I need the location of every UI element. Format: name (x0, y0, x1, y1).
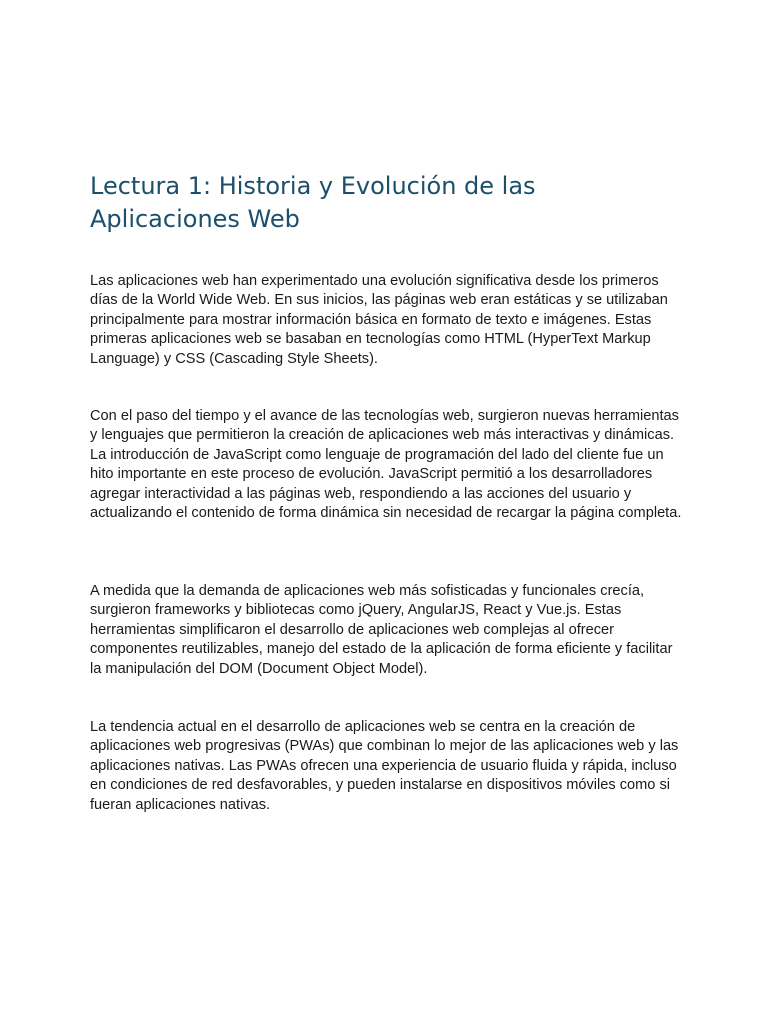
paragraph-3: A medida que la demanda de aplicaciones web más sofisticadas y funcionales crecía, surgieron frameworks y bibliotecas como jQuery, AngularJS, React y Vue.js. Estas herramientas simplificaron el desarrollo de aplicaciones web complejas al ofrecer componentes reutilizables, manejo del estado de la aplicación de forma eficiente y facilitar la manipulación del DOM (Document Object Model). (90, 583, 673, 677)
paragraph-4: La tendencia actual en el desarrollo de aplicaciones web se centra en la creación de aplicaciones web progresivas (PWAs) que combinan lo mejor de las aplicaciones web y las aplicaciones nativas. Las PWAs ofrecen una experiencia de usuario fluida y rápida, incluso en condiciones de red desfavorables, y pueden instalarse en dispositivos móviles como si fueran aplicaciones nativas. (90, 719, 679, 813)
document-title: Lectura 1: Historia y Evolución de las Aplicaciones Web (90, 172, 536, 233)
paragraph-1: Las aplicaciones web han experimentado una evolución significativa desde los primeros días de la World Wide Web. En sus inicios, las páginas web eran estáticas y se utilizaban principalmente para mostrar información básica en formato de texto e imágenes. Estas primeras aplicaciones web se basaban en tecnologías como HTML (HyperText Markup Language) y CSS (Cascading Style Sheets). (90, 273, 668, 367)
paragraph-2: Con el paso del tiempo y el avance de las tecnologías web, surgieron nuevas herramientas y lenguajes que permitieron la creación de aplicaciones web más interactivas y dinámicas. La introducción de JavaScript como lenguaje de programación del lado del cliente fue un hito importante en este proceso de evolución. JavaScript permitió a los desarrolladores agregar interactividad a las páginas web, respondiendo a las acciones del usuario y actualizando el contenido de forma dinámica sin necesidad de recargar la página completa. (90, 408, 682, 522)
